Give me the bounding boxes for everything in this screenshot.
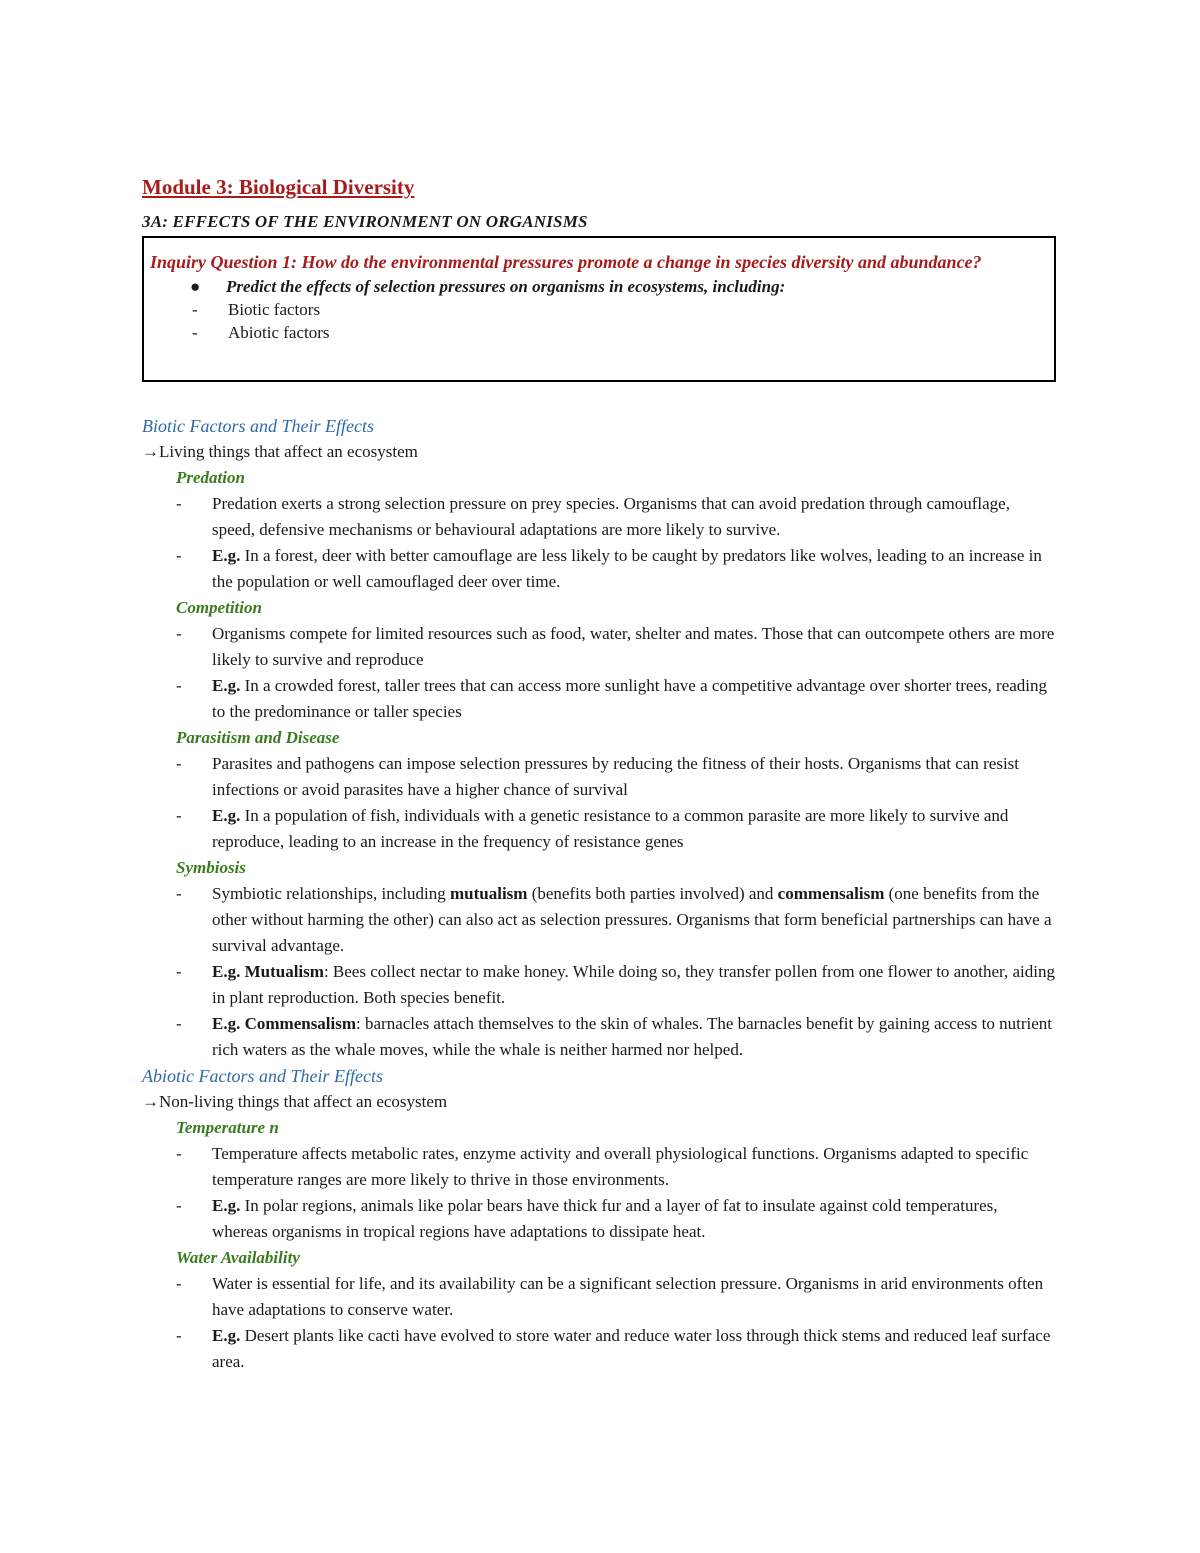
mutualism-example [212,959,1062,1011]
example-text: In polar regions, animals like polar bears have thick fur and a layer of fat to insulate against cold temperatures, whereas organisms in tropical regions have adaptations to dissipate heat. [212,1196,998,1241]
list-item [142,1011,1062,1063]
biotic-title: Biotic Factors and Their Effects [142,416,374,436]
symbiosis-text [212,881,1062,959]
example-text: In a forest, deer with better camouflage are less likely to be caught by predators like wolves, leading to an increase in the population or well camouflaged deer over time. [212,546,1042,591]
list-item [142,881,1062,959]
parasitism-title: Parasitism and Disease [176,728,340,747]
example-text: In a population of fish, individuals with a genetic resistance to a common parasite are more likely to survive and reproduce, leading to an increase in the frequency of resistance genes [212,806,1009,851]
dash-icon: - [176,884,182,903]
inquiry-sub-item-text: Biotic factors [228,300,321,319]
temperature-title: Temperature n [176,1118,279,1137]
parasitism-text: Parasites and pathogens can impose selection pressures by reducing the fitness of their hosts. Organisms that can resist infections or avoid parasites have a higher chance of survival [212,754,1020,799]
inquiry-sub-item [150,321,1046,344]
symbiosis-text-part: (benefits both parties involved) and [527,884,778,903]
temperature-text: Temperature affects metabolic rates, enzyme activity and overall physiological functions. Organisms adapted to specific temperature ranges are more likely to thrive in those environments. [212,1144,1029,1189]
parasitism-example [212,803,1062,855]
list-item [142,491,1062,543]
example-label: E.g. [212,676,241,695]
dash-icon: - [176,676,182,695]
inquiry-box [142,236,1056,382]
symbiosis-text-part: Symbiotic relationships, including [212,884,450,903]
example-label: E.g. [212,806,241,825]
abiotic-section [142,1063,1062,1375]
module-title: Module 3: Biological Diversity [142,175,415,199]
abiotic-definition: →Non-living things that affect an ecosystem [142,1092,448,1111]
commensalism-example [212,1011,1062,1063]
predation-title: Predation [176,468,245,487]
list-item [142,1141,1062,1193]
example-label: E.g. [212,1326,241,1345]
dash-icon: - [176,624,182,643]
dash-icon: - [176,1196,182,1215]
list-item [142,1323,1062,1375]
dash-icon: - [176,1326,182,1345]
dash-icon: - [176,754,182,773]
mutualism-term: mutualism [449,884,528,903]
inquiry-bullet-text: Predict the effects of selection pressures on organisms in ecosystems, including: [226,277,786,296]
water-title: Water Availability [176,1248,300,1267]
biotic-definition: →Living things that affect an ecosystem [142,442,418,461]
inquiry-sub-item [150,298,1046,321]
list-item [142,543,1062,595]
dash-icon: - [176,1014,182,1033]
predation-example [212,543,1062,595]
abiotic-title: Abiotic Factors and Their Effects [142,1066,383,1086]
dash-icon: - [176,546,182,565]
symbiosis-title: Symbiosis [176,858,246,877]
list-item [142,803,1062,855]
competition-text: Organisms compete for limited resources such as food, water, shelter and mates. Those that can outcompete others are more likely to survive and reproduce [212,624,1055,669]
document-page [142,172,1062,1375]
list-item [142,673,1062,725]
inquiry-bullet [150,275,1046,298]
example-text: Desert plants like cacti have evolved to store water and reduce water loss through thick stems and reduced leaf surface area. [212,1326,1051,1371]
list-item [142,959,1062,1011]
dash-icon: - [176,962,182,981]
dash-icon: - [192,323,198,342]
water-text: Water is essential for life, and its availability can be a significant selection pressure. Organisms in arid environments often have adaptations to conserve water. [212,1274,1044,1319]
biotic-section [142,413,1062,1063]
example-text: In a crowded forest, taller trees that can access more sunlight have a competitive advantage over shorter trees, reading to the predominance or taller species [212,676,1048,721]
example-label: E.g. Commensalism [212,1014,357,1033]
water-example [212,1323,1062,1375]
unit-heading: 3A: EFFECTS OF THE ENVIRONMENT ON ORGANISMS [142,212,588,231]
dash-icon: - [176,1274,182,1293]
commensalism-term: commensalism [777,884,885,903]
list-item [142,1271,1062,1323]
bullet-icon: ● [190,277,201,296]
symbiosis-text-part: (one benefits from the other without harming the other) can also act as selection pressures. Organisms that form beneficial partnerships can have a survival advantage. [212,884,1052,955]
inquiry-sub-item-text: Abiotic factors [228,323,330,342]
competition-title: Competition [176,598,262,617]
list-item [142,751,1062,803]
example-label: E.g. [212,546,241,565]
dash-icon: - [192,300,198,319]
predation-text: Predation exerts a strong selection pressure on prey species. Organisms that can avoid predation through camouflage, speed, defensive mechanisms or behavioural adaptations are more likely to survive. [212,494,1010,539]
competition-example [212,673,1062,725]
example-label: E.g. Mutualism [212,962,324,981]
dash-icon: - [176,494,182,513]
inquiry-question: Inquiry Question 1: How do the environmental pressures promote a change in species diversity and abundance? [150,252,982,272]
dash-icon: - [176,1144,182,1163]
list-item [142,1193,1062,1245]
list-item [142,621,1062,673]
example-label: E.g. [212,1196,241,1215]
example-text: : Bees collect nectar to make honey. While doing so, they transfer pollen from one flower to another, aiding in plant reproduction. Both species benefit. [212,962,1055,1007]
dash-icon: - [176,806,182,825]
example-text: : barnacles attach themselves to the skin of whales. The barnacles benefit by gaining access to nutrient rich waters as the whale moves, while the whale is neither harmed nor helped. [212,1014,1053,1059]
temperature-example [212,1193,1062,1245]
